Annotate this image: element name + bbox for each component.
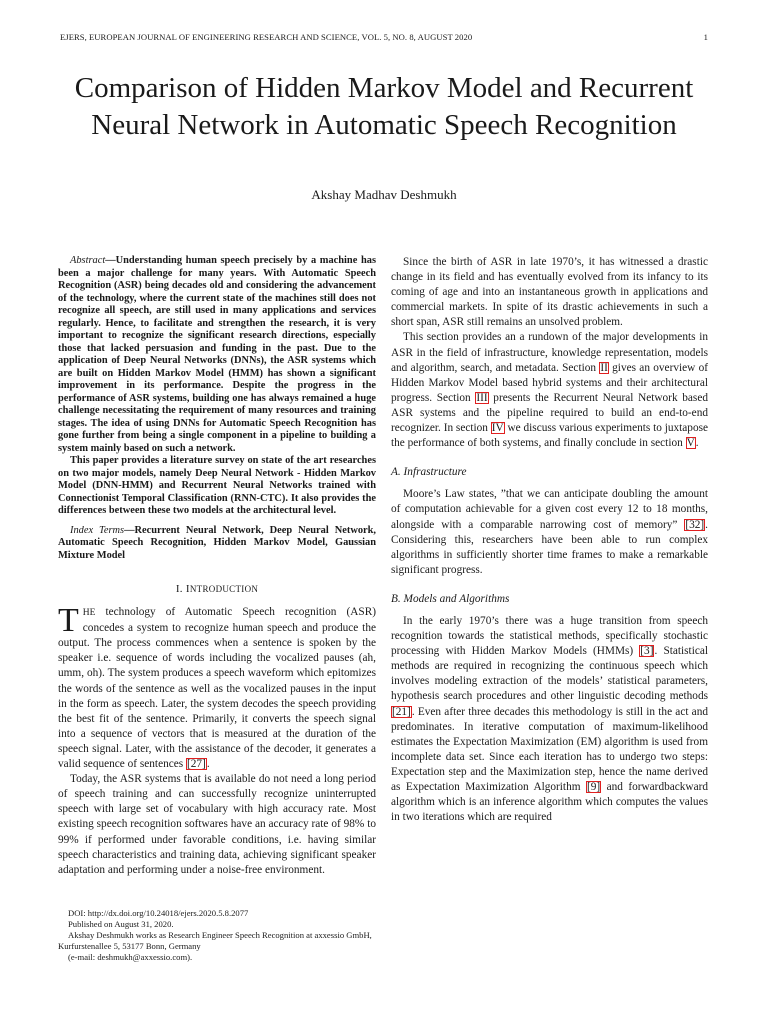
left-column <box>58 255 376 878</box>
running-header <box>60 32 708 42</box>
section-heading-introduction: I. INTRODUCTION <box>175 583 259 595</box>
journal-name: EJERS, EUROPEAN JOURNAL OF ENGINEERING RESEARCH AND SCIENCE, VOL. 5, NO. 8, AUGUST 2020 <box>60 32 473 42</box>
section-link[interactable]: II <box>600 361 608 374</box>
infrastructure-paragraph: Moore’s Law states, ”that we can anticipate doubling the amount of computation achievable for a given cost every 12 to 18 months, alongside with a comparable narrowing cost of memory” [32]. Considering this, researchers have been able to run complex algorithms in sufficiently shorter time frames to make a remarkable significant progress. <box>391 488 708 576</box>
citation-link[interactable]: [9] <box>586 781 601 793</box>
section-link[interactable]: IV <box>491 422 504 435</box>
intro-paragraph-3: Since the birth of ASR in late 1970’s, it has witnessed a drastic change in its field and has eventually evolved from its infancy to its coming of age and into an instantaneous growth in applications and commercial markets. In spite of its drastic achievements in such a short span, ASR still remains an unsolved problem. <box>391 256 708 329</box>
abstract <box>58 255 376 518</box>
footnote-email: (e-mail: deshmukh@axxessio.com). <box>68 952 193 962</box>
citation-link[interactable]: [3] <box>640 645 654 658</box>
footnote-affiliation: Akshay Deshmukh works as Research Engineer Speech Recognition at axxessio GmbH, Kurfurstenallee 5, 53177 Bonn, Germany <box>58 930 372 951</box>
intro-paragraph-2: Today, the ASR systems that is available do not need a long period of speech training and can successfully recognize uninterrupted speech with large set of vocabulary with high accuracy rate. Most existing speech recognition softwares have an accuracy rate of 98% to 99% if performed under favorable conditions, i.e. having similar speech characteristics and training data, achieving significant speaker adaptation and performing under a noise-free environment. <box>58 773 376 876</box>
intro-paragraph-1: THE technology of Automatic Speech recognition (ASR) concedes a system to recognize human speech and produce the output. The process commences when a sentence is spoken by the speaker i.e. sequence of words including the vocalized pauses (ah, umm, oh). The system produces a speech waveform which epitomizes the words of the sentence as well as the vocalized pauses in the input in the form as speech. Later, the system decodes the speech providing the best fit of the sentence. Primarily, it converts the speech signal into a sequence of vectors that is measured at the duration of the speech signal. Later, with the assistance of the decoder, it generates a valid sequence of sentences [27]. <box>58 602 376 771</box>
intro-paragraph-4: This section provides an a rundown of the major developments in ASR in the field of infrastructure, knowledge representation, models and algorithm, search, and metadata. Section II gives an overview of Hidden Markov Model based hybrid systems and their architectural progress. Section III presents the Recurrent Neural Network based ASR systems and the pipeline required to build an end-to-end recognizer. In section IV we discuss various experiments to juxtapose the performance of both systems, and finally conclude in section V. <box>391 331 709 450</box>
abstract-paragraph-1: —Understanding human speech precisely by a machine has been a major challenge for many years. With Automatic Speech Recognition (ASR) being decades old and considering the advancement of the technology, where the current state of the machines still does not recognize all speech, are still used in many applications and services regularly. Hence, to facilitate and strengthen the research, it is very important to recognize the significant research directions, especially those that lacked persuasion and funding in the past. Due to the application of Deep Neural Networks (DNNs), the ASR systems which are built on Hidden Markov Model (HMM) has shown a significant improvement in its performance. Despite the progress in the performance of ASR systems, building one has always remained a huge challenge necessitating the requirement of many resources and training stages. The idea of using DNNs for Automatic Speech Recognition has gone further from being a single component in a pipeline to building a system mainly based on such a network. <box>58 255 376 454</box>
paper-title: Comparison of Hidden Markov Model and Recurrent Neural Network in Automatic Speech Recognition <box>74 72 694 141</box>
section-link[interactable]: V <box>686 437 695 450</box>
right-column <box>391 255 708 825</box>
footnote-published: Published on August 31, 2020. <box>68 919 174 929</box>
index-terms <box>58 525 376 563</box>
index-terms-text: —Recurrent Neural Network, Deep Neural Network, Automatic Speech Recognition, Hidden Markov Model, Gaussian Mixture Model <box>58 524 377 561</box>
author-name: Akshay Madhav Deshmukh <box>311 187 457 202</box>
citation-link[interactable]: [32] <box>685 518 705 531</box>
section-link[interactable]: III <box>476 391 488 404</box>
subsection-heading-infrastructure: A. Infrastructure <box>391 466 467 479</box>
abstract-label: Abstract <box>70 255 106 266</box>
abstract-paragraph-2: This paper provides a literature survey on state of the art researches on two major models, namely Deep Neural Network - Hidden Markov Model (DNN-HMM) and Recurrent Neural Networks trained with Connectionist Temporal Classification (RNN-CTC). It also provides the differences between these two models at the architectural level. <box>58 455 376 516</box>
index-terms-label: Index Terms <box>70 524 125 536</box>
drop-cap: T <box>58 602 79 640</box>
footnote <box>58 908 376 963</box>
citation-link[interactable]: [21] <box>392 705 411 718</box>
subsection-heading-models: B. Models and Algorithms <box>391 592 510 605</box>
citation-link[interactable]: [27] <box>186 758 206 771</box>
footnote-doi: DOI: http://dx.doi.org/10.24018/ejers.2020.5.8.2077 <box>68 908 249 918</box>
models-paragraph: In the early 1970’s there was a huge transition from speech recognition towards the statistical methods, specifically stochastic processing with Hidden Markov Models (HMMs) [3]. Statistical methods are required in recognizing the continuous speech which involves modeling extraction of the models’ statistical parameters, hypothesis search procedures and other linguistic decoding methods [21]. Even after three decades this methodology is still in the act and predominates. In iterative computation of maximum-likelihood estimates the Expectation Maximization (EM) algorithm is used from incomplete data set. Since each iteration has to undergo two steps: Expectation step and the Maximization step, hence the name derived as Expectation Maximization Algorithm [9] and forwardbackward algorithm which is an inference algorithm which computes the values in two iterations which are required <box>391 614 708 824</box>
page-number: 1 <box>703 32 708 42</box>
